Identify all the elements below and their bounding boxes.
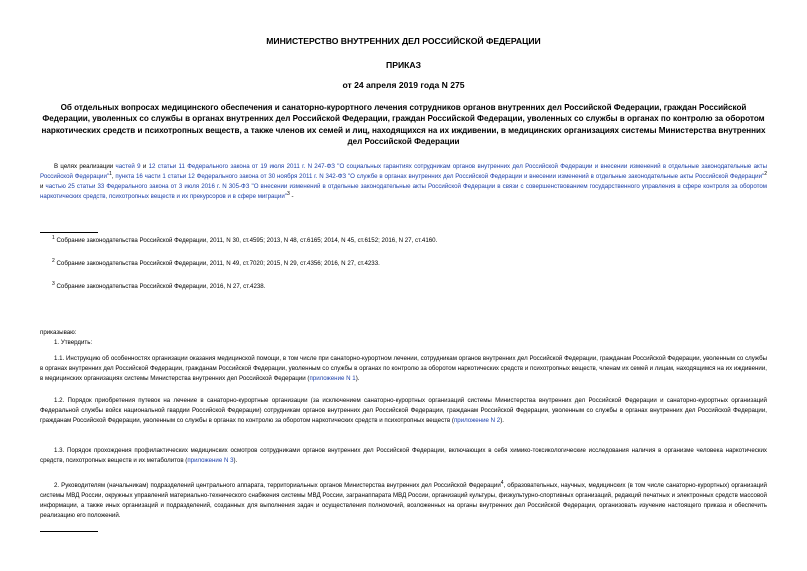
- appendix-1-link[interactable]: приложение N 1: [309, 374, 356, 382]
- paragraph-2: 2. Руководителям (начальникам) подразделений центрального аппарата, территориальных органов Министерства внутренних дел Российской Федерации$^4$, образовательных, научных, медицинских (в том числе санаторно-курортных) организаций системы МВД России, окружных управлений материально-технического снабжения системы МВД России, загранаппарата МВД России, организаций культуры, физкультурно-спортивных организаций, редакций печатных и электронных средств массовой информации, а также иных организаций и подразделений, созданных для выполнения задач и осуществления полномочий, возложенных на органы внутренних дел Российской Федерации, организовать изучение настоящего приказа и обеспечить реализацию его положений.: [40, 479, 767, 519]
- preamble-text: ,: [111, 172, 116, 180]
- paragraph-1-1: [40, 354, 767, 384]
- footnote-3: $^3$ Собрание законодательства Российской Федерации, 2016, N 27, ст.4238.: [52, 280, 266, 290]
- footnote-2: $^2$ Собрание законодательства Российской Федерации, 2011, N 49, ст.7020; 2015, N 29, ст.4356; 2016, N 27, ст.4233.: [52, 257, 380, 267]
- preamble-paragraph: В целях реализации частей 9 и 12 статьи 11 Федерального закона от 19 июля 2011 г. N 247-ФЗ "О социальных гарантиях сотрудникам органов внутренних дел Российской Федерации и внесении изменений в отдельные законодательные акты Российской Федерации"$^1$, пунктa 16 части 1 статьи 12 Федерального закона от 30 ноября 2011 г. N 342-ФЗ "О службе в органах внутренних дел Российской Федерации и внесении изменений в отдельные законодательные акты Российской Федерации"$^2$ и частью 25 статьи 33 Федерального закона от 3 июля 2016 г. N 305-ФЗ "О внесении изменений в отдельные законодательные акты Российской Федерации в связи с совершенствованием государственного управления в сфере контроля за оборотом наркотических средств, психотропных веществ и их прекурсоров и в сфере миграции"$^3$ -: [40, 163, 768, 200]
- approve-item: 1. Утвердить:: [54, 339, 93, 346]
- footnote-divider-bottom: [40, 531, 98, 532]
- paragraph-text: 1.2. Порядок приобретения путевок на лечение в санаторно-курортные организации (за исключением санаторно-курортных организаций системы Министерства внутренних дел Российской Федерации и санаторно-курортных организаций Федеральной службы войск национальной гвардии Российской Федерации) сотрудникам органов внутренних дел Российской Федерации, гражданам Российской Федерации, уволенным со службы в органах внутренних дел Российской Федерации, гражданам Российской Федерации, уволенным со службы в органах по контролю за оборотом наркотических средств и психотропных веществ (: [40, 397, 767, 424]
- order-word: приказываю:: [40, 329, 77, 336]
- paragraph-text: , образовательных, научных, медицинских (в том числе санаторно-курортных) организаций системы МВД России, окружных управлений материально-технического снабжения системы МВД России, загранаппарата МВД России, организаций культуры, физкультурно-спортивных организаций, редакций печатных и электронных средств массовой информации, а также иных организаций и подразделений, созданных для выполнения задач и осуществления полномочий, возложенных на органы внутренних дел Российской Федерации, организовать изучение настоящего приказа и обеспечить реализацию его положений.: [40, 482, 767, 519]
- paragraph-text: 1.1. Инструкцию об особенностях организации оказания медицинской помощи, в том числе при санаторно-курортном лечении, сотрудникам органов внутренних дел Российской Федерации, гражданам Российской Федерации, уволенным со службы в органах внутренних дел Российской Федерации, гражданам Российской Федерации, уволенным со службы в органах по контролю за оборотом наркотических средств и психотропных веществ, членам их семей и лицам, находящимся на их иждивении, в медицинских организациях системы Министерства внутренних дел Российской Федерации (: [40, 355, 767, 382]
- footnote-text: Собрание законодательства Российской Федерации, 2011, N 30, ст.4595; 2013, N 48, ст.6165; 2014, N 45, ст.6152; 2016, N 27, ст.4160.: [56, 237, 438, 244]
- footnote-divider: [40, 232, 98, 233]
- paragraph-text: 2. Руководителям (начальникам) подразделений центрального аппарата, территориальных органов Министерства внутренних дел Российской Федерации: [54, 482, 501, 489]
- paragraph-text: ).: [233, 456, 238, 464]
- date-number: от 24 апреля 2019 года N 275: [342, 80, 465, 90]
- law-link-247fz[interactable]: 12 статьи 11 Федерального закона от 19 июля 2011 г. N 247-ФЗ "О социальных гарантиях сотрудникам органов внутренних дел Российской Федерации и внесении изменений в отдельные законодательные акты Российской Федерации": [40, 163, 767, 180]
- paragraph-text: ).: [500, 416, 504, 424]
- law-link-342fz[interactable]: пунктa 16 части 1 статьи 12 Федерального закона от 30 ноября 2011 г. N 342-ФЗ "О службе в органах внутренних дел Российской Федерации и внесении изменений в отдельные законодательные акты Российской Федерации": [115, 172, 765, 180]
- appendix-2-link[interactable]: приложение N 2: [453, 416, 501, 424]
- ministry-heading: МИНИСТЕРСТВО ВНУТРЕННИХ ДЕЛ РОССИЙСКОЙ ФЕДЕРАЦИИ: [266, 36, 541, 46]
- law-link-305fz[interactable]: частью 25 статьи 33 Федерального закона от 3 июля 2016 г. N 305-ФЗ "О внесении изменений в отдельные законодательные акты Российской Федерации в связи с совершенствованием государственного управления в сфере контроля за оборотом наркотических средств, психотропных веществ и их прекурсоров и в сфере миграции": [40, 182, 768, 200]
- document-title: Об отдельных вопросах медицинского обеспечения и санаторно-курортного лечения сотрудников органов внутренних дел Российской Федерации, граждан Российской Федерации, уволенных со службы в органах внутренних дел Российской Федерации, граждан Российской Федерации, уволенных со службы в органах по контролю за оборотом наркотических средств и психотропных веществ, а также членов их семей и лиц, находящихся на их иждивении, в медицинских организациях системы Министерства внутренних дел Российской Федерации: [41, 103, 766, 147]
- preamble-text: В целях реализации: [54, 163, 116, 170]
- paragraph-text: ).: [355, 374, 360, 382]
- appendix-3-link[interactable]: приложение N 3: [187, 456, 234, 464]
- paragraph-1-2: [40, 396, 767, 426]
- footnote-text: Собрание законодательства Российской Федерации, 2016, N 27, ст.4238.: [56, 283, 266, 290]
- doc-type-heading: ПРИКАЗ: [386, 60, 421, 70]
- paragraph-1-3: [40, 446, 767, 466]
- preamble-text: и: [40, 182, 46, 190]
- paragraph-text: 1.3. Порядок прохождения профилактических медицинских осмотров сотрудниками органов внутренних дел Российской Федерации, включающих в себя химико-токсикологические исследования наличия в организме человека наркотических средств, психотропных веществ и их метаболитов (: [40, 447, 767, 464]
- footnote-1: $^1$ Собрание законодательства Российской Федерации, 2011, N 30, ст.4595; 2013, N 48, ст.6165; 2014, N 45, ст.6152; 2016, N 27, ст.4160.: [52, 234, 438, 244]
- footnote-text: Собрание законодательства Российской Федерации, 2011, N 49, ст.7020; 2015, N 29, ст.4356; 2016, N 27, ст.4233.: [56, 260, 380, 267]
- law-link-part9[interactable]: частей 9: [115, 163, 141, 170]
- preamble-text: -: [289, 192, 294, 200]
- preamble-text: и: [140, 163, 149, 170]
